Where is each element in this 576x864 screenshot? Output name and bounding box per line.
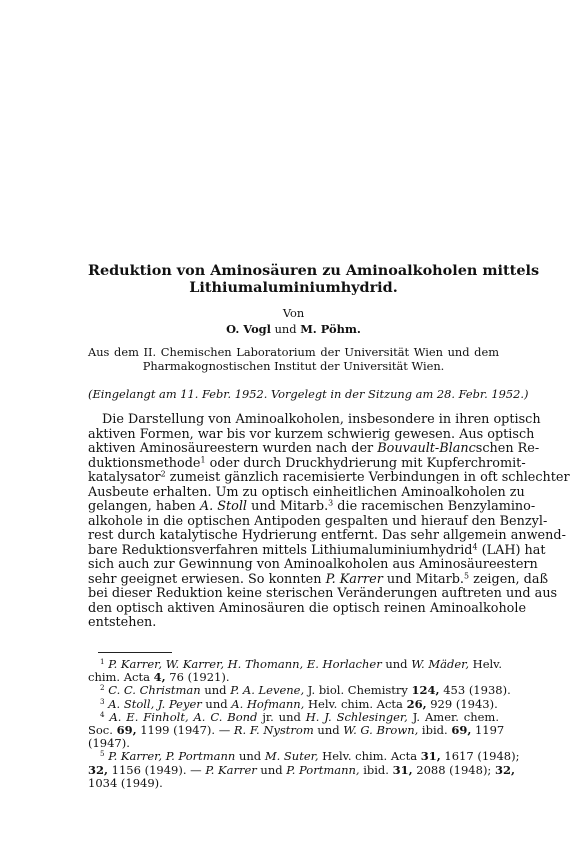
text-run: 929 (1943).: [426, 696, 498, 711]
text-run: gelangen, haben: [88, 499, 200, 514]
citation-author: W. Mäder,: [411, 657, 470, 671]
text-run: schen Re-: [475, 441, 540, 456]
citation-author: M. Suter,: [264, 749, 319, 764]
citation-author: P. Karrer, P. Portmann: [108, 749, 236, 764]
title-line: Lithiumaluminiumhydrid.: [189, 279, 398, 296]
body-line: [88, 484, 525, 501]
volume-number: 26,: [406, 696, 427, 711]
footnote-marker: 5: [100, 749, 105, 759]
text-run: den optisch aktiven Aminosäuren die optisch reinen Aminoalkohole: [88, 600, 527, 616]
volume-number: 32,: [88, 762, 109, 777]
text-run: (1947).: [88, 736, 130, 751]
footnote-marker: 1: [200, 455, 206, 465]
text-run: Soc.: [88, 723, 117, 737]
text-run: entstehen.: [88, 615, 157, 630]
body-line: [88, 513, 548, 530]
affiliation-line: Aus dem II. Chemischen Laboratorium der Universität Wien und dem: [88, 345, 499, 359]
citation-author: A. Stoll: [199, 499, 248, 514]
text-run: oder durch Druckhydrierung mit Kupferchromit-: [205, 455, 526, 471]
text-run: jr. und: [257, 709, 306, 724]
text-run: 1156 (1949). —: [108, 762, 206, 777]
body-line: [88, 586, 558, 602]
text-run: und: [200, 683, 231, 698]
body-line: [88, 600, 527, 617]
text-run: 453 (1938).: [439, 683, 511, 698]
footnote-marker: 3: [100, 696, 105, 706]
footnote-rule: [98, 652, 172, 653]
text-run: J. biol. Chemistry: [304, 683, 412, 698]
footnote-marker: 3: [328, 498, 334, 508]
volume-number: 31,: [420, 749, 441, 764]
footnote-marker: 5: [464, 571, 470, 581]
text-run: Helv. chim. Acta: [318, 749, 421, 764]
text-run: zumeist gänzlich racemisierte Verbindungen in oft schlechter: [165, 470, 570, 485]
volume-number: 31,: [392, 762, 413, 777]
citation-author: W. G. Brown,: [343, 723, 419, 737]
text-run: bei dieser Reduktion keine sterischen Veränderungen auftreten und aus: [88, 586, 558, 601]
footnote-marker: 4: [472, 542, 478, 552]
body-line: [88, 498, 536, 515]
volume-number: 4,: [153, 670, 166, 685]
footnote-marker: 2: [100, 683, 105, 693]
citation-author: A. Hofmann,: [231, 696, 305, 711]
citation-author: P. Karrer, W. Karrer, H. Thomann, E. Horlacher: [108, 657, 382, 671]
volume-number: 32,: [494, 762, 515, 777]
citation-author: H. J. Schlesinger,: [305, 709, 408, 724]
citation-author: C. C. Christman: [108, 683, 201, 698]
text-run: die racemischen Benzylamino-: [333, 499, 536, 514]
received-line: (Eingelangt am 11. Febr. 1952. Vorgelegt in der Sitzung am 28. Febr. 1952.): [88, 387, 529, 401]
footnote-marker: 1: [100, 657, 105, 667]
citation-author: P. Portmann,: [286, 762, 360, 777]
citation-author: P. A. Levene,: [230, 683, 305, 698]
text-run: sich auch zur Gewinnung von Aminoalkoholen aus Aminosäureestern: [88, 557, 538, 572]
body-line: [88, 441, 540, 457]
footnote-marker: 2: [160, 469, 166, 479]
body-line: [88, 557, 538, 573]
author-name: O. Vogl: [226, 322, 271, 336]
byline-von: Von: [282, 306, 305, 320]
text-run: und: [256, 762, 287, 777]
citation-author: A. E. Finholt, A. C. Bond: [109, 709, 258, 724]
text-run: Ausbeute erhalten. Um zu optisch einheitlichen Aminoalkoholen zu: [88, 484, 525, 500]
authors: [88, 322, 499, 336]
volume-number: 69,: [451, 723, 472, 737]
body-line: [88, 469, 570, 486]
body-line: [88, 528, 566, 544]
text-run: katalysator: [88, 470, 161, 485]
citation-author: R. F. Nystrom: [233, 723, 314, 737]
footnote-line: [88, 777, 499, 790]
citation-author: Bouvault-Blanc: [377, 441, 476, 456]
volume-number: 69,: [116, 723, 137, 737]
text-run: duktionsmethode: [88, 455, 201, 471]
text-run: und Mitarb.: [382, 571, 464, 587]
author-conjunction: und: [270, 322, 301, 336]
text-run: und: [381, 657, 412, 671]
text-run: J. Amer. chem.: [407, 709, 499, 724]
citation-author: A. Stoll, J. Peyer: [108, 696, 202, 711]
text-run: 1034 (1949).: [88, 775, 163, 790]
text-run: und Mitarb.: [247, 499, 329, 514]
text-run: 76 (1921).: [165, 670, 230, 685]
text-run: 1199 (1947). —: [136, 723, 234, 737]
body-line: [88, 542, 546, 559]
text-run: 1617 (1948);: [440, 749, 520, 764]
text-run: (LAH) hat: [477, 542, 546, 558]
text-run: und: [313, 723, 344, 737]
text-run: und: [235, 749, 265, 764]
text-run: aktiven Aminosäureestern wurden nach der: [88, 441, 378, 456]
body-line: [102, 412, 541, 428]
text-run: und: [201, 696, 232, 711]
text-run: Helv. chim. Acta: [304, 696, 407, 711]
text-run: Helv.: [469, 657, 502, 671]
text-run: sehr geeignet erwiesen. So konnten: [88, 571, 326, 587]
text-run: ibid.: [359, 762, 393, 777]
body-line: [88, 571, 549, 588]
body-line: [88, 455, 526, 472]
citation-author: P. Karrer: [205, 762, 257, 777]
text-run: 1197: [471, 723, 505, 737]
text-run: aktiven Formen, war bis vor kurzem schwierig gewesen. Aus optisch: [88, 426, 535, 442]
text-run: alkohole in die optischen Antipoden gespalten und hierauf den Benzyl-: [88, 513, 548, 529]
body-line: [88, 616, 499, 631]
text-run: rest durch katalytische Hydrierung entfernt. Das sehr allgemein anwend-: [88, 528, 566, 543]
text-run: ibid.: [418, 723, 452, 737]
citation-author: P. Karrer: [325, 571, 383, 587]
volume-number: 124,: [411, 683, 440, 698]
text-run: chim. Acta: [88, 670, 154, 685]
body-line: [88, 426, 535, 443]
title-line: Reduktion von Aminosäuren zu Aminoalkoholen mittels: [88, 262, 540, 279]
text-run: bare Reduktionsverfahren mittels Lithiumaluminiumhydrid: [88, 542, 473, 558]
author-name: M. Pöhm.: [300, 322, 361, 336]
affiliation-line: Pharmakognostischen Institut der Universität Wien.: [142, 359, 445, 373]
text-run: zeigen, daß: [469, 571, 549, 587]
text-run: Die Darstellung von Aminoalkoholen, insbesondere in ihren optisch: [102, 412, 541, 427]
footnote-line: [88, 723, 505, 737]
footnote-marker: 4: [100, 709, 105, 719]
text-run: 2088 (1948);: [412, 762, 495, 777]
